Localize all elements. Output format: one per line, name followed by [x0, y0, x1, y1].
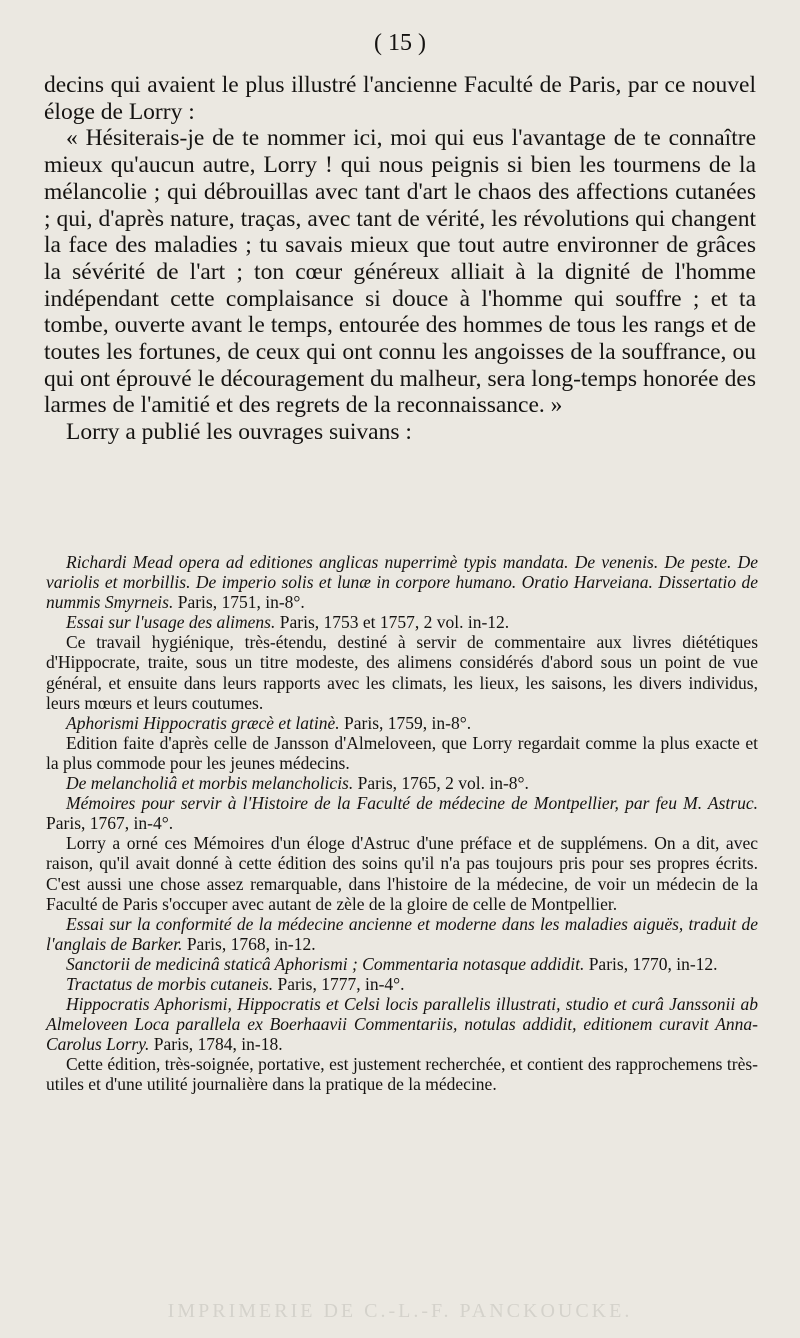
work-publication: Paris, 1767, in-4°.	[46, 813, 174, 834]
work-title: Hippocratis Aphorismi, Hippocratis et Celsi locis parallelis illustrati, studio et curâ Janssonii ab Almeloveen Loca parallela ex Boerhaavii Commentariis, notulas addidit, editionem curavit Anna-Carolus Lorry.	[46, 994, 758, 1055]
work-title: Tractatus de morbis cutaneis.	[66, 973, 274, 994]
work-title: Essai sur la conformité de la médecine ancienne et moderne dans les maladies aiguës, traduit de l'anglais de Barker.	[46, 913, 758, 954]
work-publication: Paris, 1765, 2 vol. in-8°.	[357, 773, 529, 794]
work-entry	[46, 713, 758, 773]
work-title: De melancholiâ et morbis melancholicis.	[66, 773, 354, 794]
work-title: Aphorismi Hippocratis græcè et latinè.	[66, 712, 340, 733]
paragraph-intro: decins qui avaient le plus illustré l'ancienne Faculté de Paris, par ce nouvel éloge de Lorry :	[44, 72, 756, 125]
work-entry	[46, 773, 758, 793]
work-publication: Paris, 1759, in-8°.	[344, 712, 472, 733]
work-entry	[46, 793, 758, 914]
work-description: Lorry a orné ces Mémoires d'un éloge d'Astruc d'une préface et de supplémens. On a dit, avec raison, qu'il avait donné à cette édition des soins qu'il n'a pas toujours pris pour ses propres écrits. C'est aussi une chose assez remarquable, dans l'histoire de la médecine, de voir un médecin de la Faculté de Paris s'occuper avec autant de zèle de la gloire de celle de Montpellier.	[46, 833, 758, 914]
work-publication: Paris, 1751, in-8°.	[177, 592, 305, 613]
page-number: ( 15 )	[374, 30, 426, 56]
work-entry	[46, 974, 758, 994]
work-description: Ce travail hygiénique, très-étendu, destiné à servir de commentaire aux livres diététiques d'Hippocrate, traite, sous un titre modeste, des alimens considérés d'abord sous un point de vue général, et ensuite dans leurs rapports avec les climats, les lieux, les saisons, les divers individus, leurs mœurs et leurs coutumes.	[46, 632, 758, 713]
paragraph-quotation: « Hésiterais-je de te nommer ici, moi qui eus l'avantage de te connaître mieux qu'aucun autre, Lorry ! qui nous peignis si bien les tourmens de la mélancolie ; qui débrouillas avec tant d'art le chaos des affections cutanées ; qui, d'après nature, traças, avec tant de vérité, les révolutions qui changent la face des maladies ; tu savais mieux que tout autre environner de grâces la sévérité de l'art ; ton cœur généreux alliait à la dignité de l'homme indépendant cette complaisance si douce à l'homme qui souffre ; et ta tombe, ouverte avant le temps, entourée des hommes de tous les rangs et de toutes les fortunes, de ceux qui ont connu les angoisses de la souffrance, ou qui ont éprouvé le découragement du malheur, sera long-temps honorée des larmes de l'amitié et des regrets de la reconnaissance. »	[44, 125, 756, 419]
work-title: Essai sur l'usage des alimens.	[66, 612, 276, 633]
work-entry	[46, 994, 758, 1094]
work-entry	[46, 612, 758, 712]
work-publication: Paris, 1784, in-18.	[153, 1034, 283, 1055]
work-entry	[46, 552, 758, 612]
work-publication: Paris, 1753 et 1757, 2 vol. in-12.	[279, 612, 510, 633]
work-description: Edition faite d'après celle de Jansson d'Almeloveen, que Lorry regardait comme la plus exacte et la plus commode pour les jeunes médecins.	[46, 732, 758, 773]
work-entry	[46, 914, 758, 954]
work-publication: Paris, 1768, in-12.	[186, 933, 316, 954]
work-title: Sanctorii de medicinâ staticâ Aphorismi ; Commentaria notasque addidit.	[66, 953, 585, 974]
paragraph-works-intro: Lorry a publié les ouvrages suivans :	[66, 419, 412, 446]
work-publication: Paris, 1777, in-4°.	[277, 973, 405, 994]
work-publication: Paris, 1770, in-12.	[588, 953, 718, 974]
works-list	[46, 552, 758, 1095]
work-title: Richardi Mead opera ad editiones anglicas nuperrimè typis mandata. De venenis. De peste. De variolis et morbillis. De imperio solis et lunæ in corpore humano. Oratio Harveiana. Dissertatio de nummis Smyrneis.	[46, 552, 758, 613]
work-title: Mémoires pour servir à l'Histoire de la Faculté de médecine de Montpellier, par feu M. Astruc.	[66, 793, 758, 814]
main-text	[44, 72, 756, 446]
work-description: Cette édition, très-soignée, portative, est justement recherchée, et contient des rapprochemens très-utiles et d'une utilité journalière dans la pratique de la médecine.	[46, 1054, 758, 1095]
bleed-through-imprint: IMPRIMERIE DE C.-L.-F. PANCKOUCKE.	[167, 1300, 633, 1322]
work-entry	[46, 954, 758, 974]
